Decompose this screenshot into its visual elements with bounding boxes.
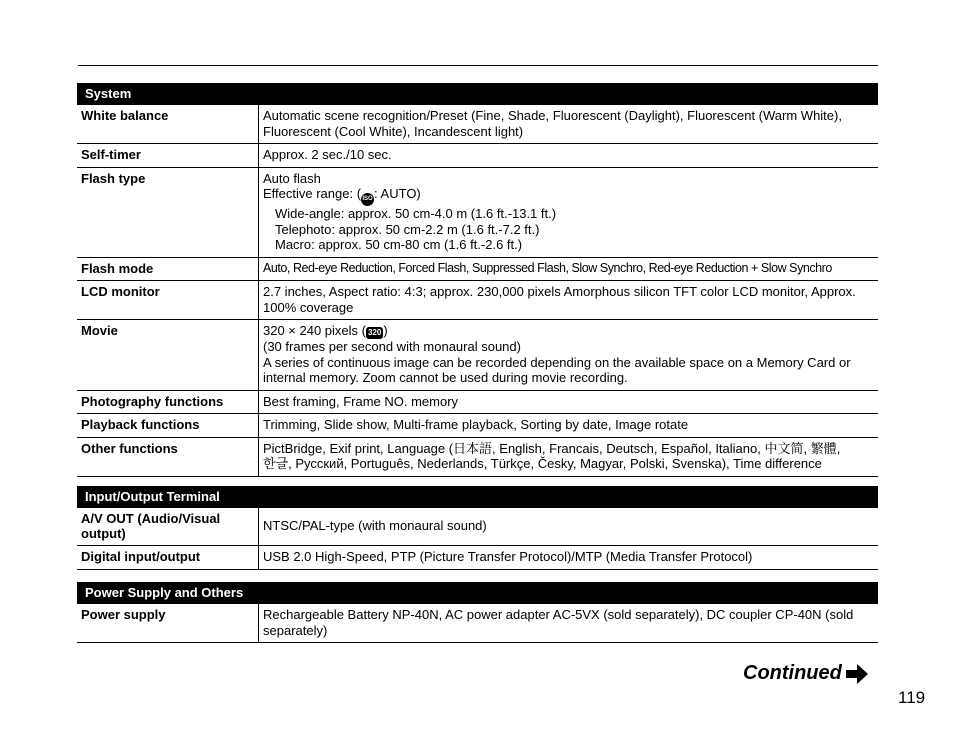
flash-type-line: Auto flash — [263, 170, 321, 186]
section-title: Input/Output Terminal — [77, 486, 878, 508]
movie-320-icon: 320 — [367, 328, 382, 337]
spec-row-white-balance — [77, 105, 878, 144]
continued-label: Continued — [743, 662, 842, 684]
spec-value: NTSC/PAL-type (with monaural sound) — [263, 518, 487, 534]
power-section — [77, 582, 878, 643]
flash-range-line: Effective range: (ISO: AUTO) — [263, 186, 875, 206]
spec-value: 2.7 inches, Aspect ratio: 4:3; approx. 230,000 pixels Amorphous silicon TFT color LCD monitor, Approx. 100% coverage — [263, 284, 856, 315]
spec-label: Flash type — [77, 168, 259, 257]
section-title: System — [77, 83, 878, 105]
page-number: 119 — [898, 688, 926, 707]
spec-label: Power supply — [77, 604, 259, 642]
spec-value: Trimming, Slide show, Multi-frame playback, Sorting by date, Image rotate — [263, 417, 689, 432]
continued-link[interactable] — [743, 662, 868, 685]
system-section — [77, 83, 878, 477]
spec-value: Automatic scene recognition/Preset (Fine, Shade, Fluorescent (Daylight), Fluorescent (Warm White), Fluorescent (Cool White), Incandescent light) — [263, 108, 842, 139]
flash-macro-line: Macro: approx. 50 cm-80 cm (1.6 ft.-2.6 ft.) — [275, 237, 523, 252]
spec-value: Best framing, Frame NO. memory — [263, 393, 459, 409]
spec-label: A/V OUT (Audio/Visual output) — [77, 508, 259, 545]
spec-row-flash-type — [77, 168, 878, 258]
spec-label: Self-timer — [77, 144, 259, 167]
iso-icon: ISO — [361, 193, 374, 206]
top-rule — [78, 65, 878, 66]
flash-tele-line: Telephoto: approx. 50 cm-2.2 m (1.6 ft.-7.2 ft.) — [275, 221, 540, 237]
languages-line-2: 한글, Русский, Português, Nederlands, Türkçe, Česky, Magyar, Polski, Svenska), Time difference — [263, 456, 822, 471]
spec-row-av-out — [77, 508, 878, 546]
spec-label: Digital input/output — [77, 546, 259, 569]
io-section — [77, 486, 878, 570]
spec-value: Auto, Red-eye Reduction, Forced Flash, Suppressed Flash, Slow Synchro, Red-eye Reduction + Slow Synchro — [263, 260, 832, 275]
spec-value: Rechargeable Battery NP-40N, AC power adapter AC-5VX (sold separately), DC coupler CP-40N (sold separately) — [263, 607, 854, 638]
spec-label: Photography functions — [77, 391, 259, 414]
spec-label: White balance — [77, 105, 259, 143]
spec-label: Playback functions — [77, 414, 259, 437]
spec-label: Flash mode — [77, 258, 259, 281]
spec-row-lcd-monitor — [77, 281, 878, 320]
movie-fps-line: (30 frames per second with monaural sound) — [263, 339, 521, 354]
spec-row-self-timer — [77, 144, 878, 168]
movie-note: A series of continuous image can be recorded depending on the available space on a Memory Card or internal memory. Zoom cannot be used during movie recording. — [263, 354, 851, 385]
spec-row-movie — [77, 320, 878, 391]
spec-value: Approx. 2 sec./10 sec. — [263, 147, 392, 162]
arrow-right-icon — [846, 664, 868, 684]
spec-label: LCD monitor — [77, 281, 259, 319]
movie-size-line: 320 × 240 pixels ( 320 ) — [263, 323, 388, 338]
spec-value: USB 2.0 High-Speed, PTP (Picture Transfer Protocol)/MTP (Media Transfer Protocol) — [263, 549, 753, 564]
languages-line-1: PictBridge, Exif print, Language (日本語, English, Francais, Deutsch, Español, Italiano, 中文简, 繁體, — [263, 440, 841, 456]
section-title: Power Supply and Others — [77, 582, 878, 604]
flash-wide-line: Wide-angle: approx. 50 cm-4.0 m (1.6 ft.-13.1 ft.) — [275, 206, 557, 221]
spec-row-digital-io — [77, 546, 878, 570]
spec-row-other-functions — [77, 438, 878, 477]
spec-label: Movie — [77, 320, 259, 390]
spec-row-photography-functions — [77, 391, 878, 415]
spec-row-power-supply — [77, 604, 878, 643]
spec-row-flash-mode — [77, 258, 878, 282]
spec-label: Other functions — [77, 438, 259, 476]
spec-row-playback-functions — [77, 414, 878, 438]
